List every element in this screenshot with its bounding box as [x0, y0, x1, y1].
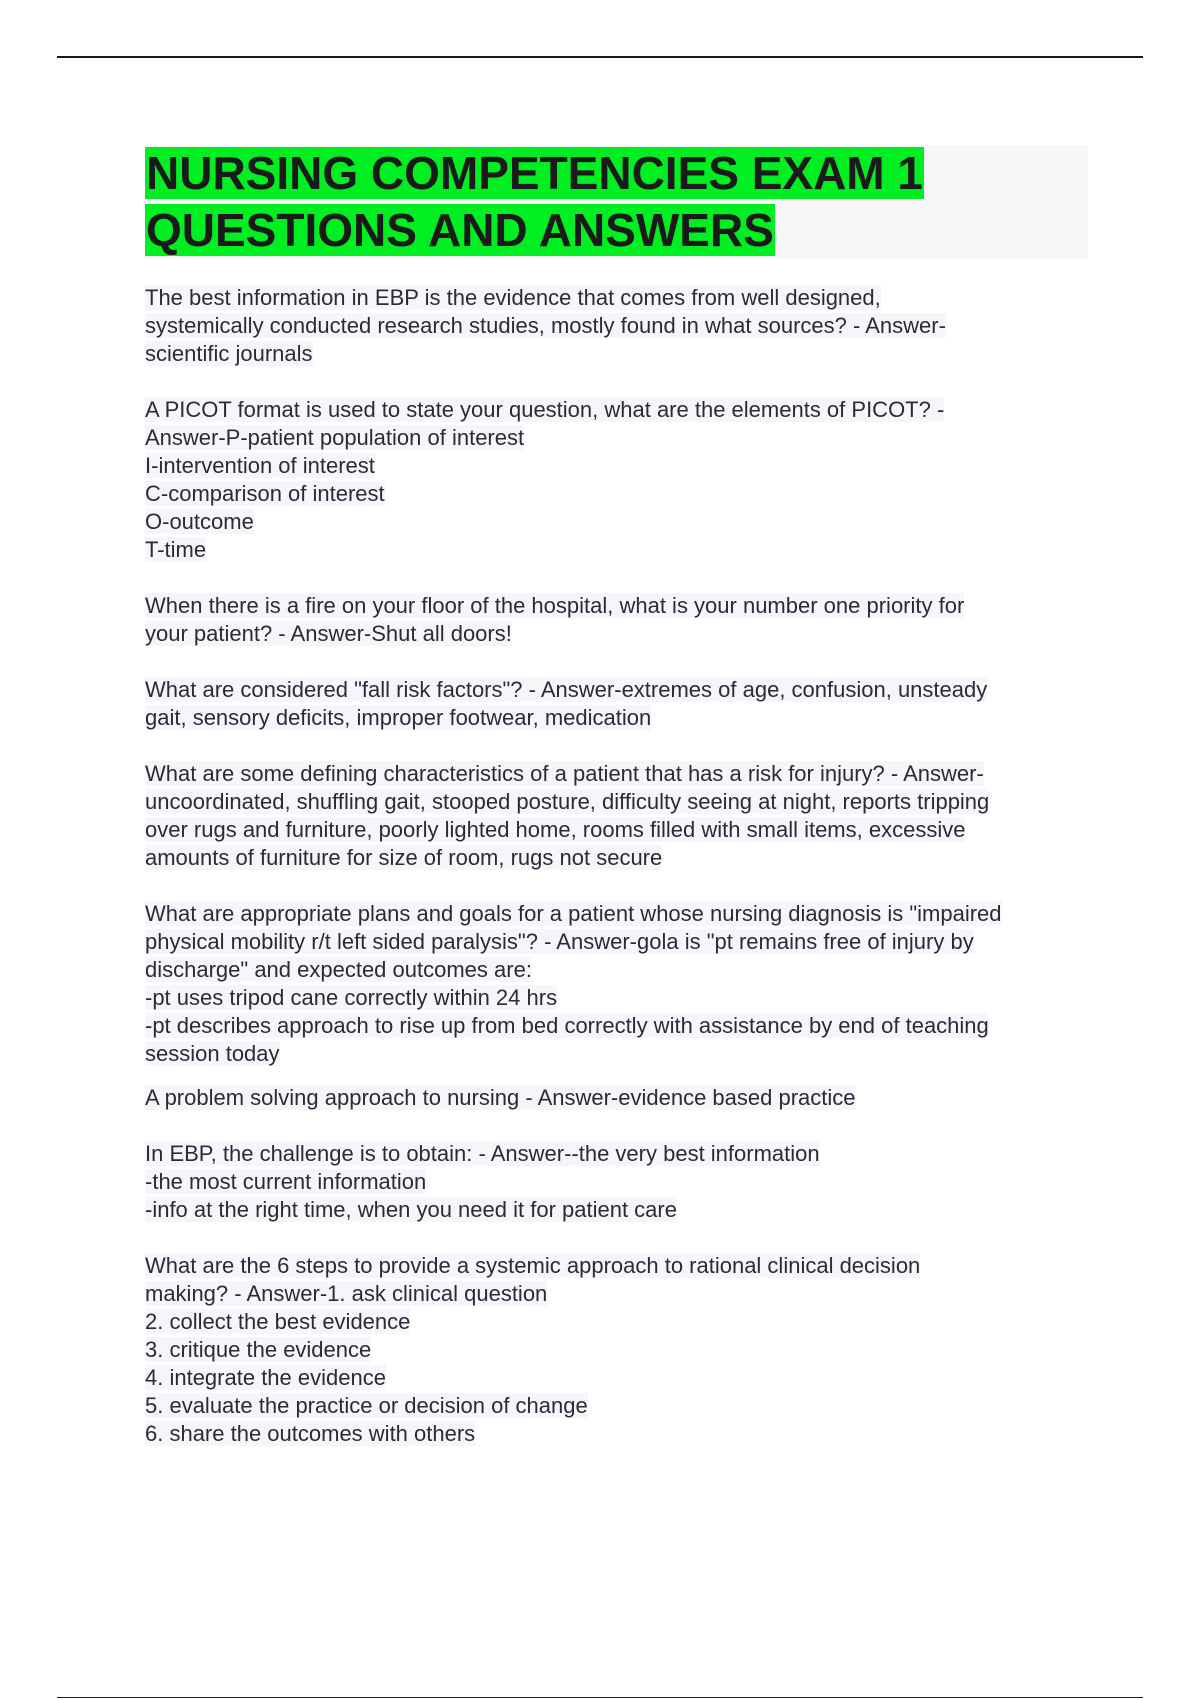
qa-line [145, 480, 1095, 508]
qa-line [145, 1168, 1095, 1196]
qa-line [145, 312, 1095, 340]
qa-line [145, 1308, 1095, 1336]
qa-line [145, 1040, 1095, 1068]
qa-content [145, 284, 1095, 1476]
title-line-2: QUESTIONS AND ANSWERS [146, 204, 774, 256]
qa-line-text: -info at the right time, when you need it for patient care [145, 1197, 677, 1222]
qa-line [145, 1392, 1095, 1420]
qa-line-text: systemically conducted research studies, mostly found in what sources? - Answer- [145, 313, 946, 338]
qa-block [145, 1140, 1095, 1224]
qa-line [145, 1196, 1095, 1224]
qa-line-text: making? - Answer-1. ask clinical question [145, 1281, 548, 1306]
qa-line [145, 452, 1095, 480]
qa-line-text: T-time [145, 537, 207, 562]
qa-line [145, 620, 1095, 648]
qa-line-text: In EBP, the challenge is to obtain: - Answer--the very best information [145, 1141, 820, 1166]
qa-line-text: 2. collect the best evidence [145, 1309, 411, 1334]
qa-line-text: uncoordinated, shuffling gait, stooped posture, difficulty seeing at night, reports tripping [145, 789, 990, 814]
qa-line [145, 1336, 1095, 1364]
qa-line [145, 284, 1095, 312]
qa-line-text: Answer-P-patient population of interest [145, 425, 525, 450]
qa-line [145, 928, 1095, 956]
qa-line [145, 508, 1095, 536]
qa-line-text: I-intervention of interest [145, 453, 375, 478]
qa-block [145, 396, 1095, 564]
qa-line-text: scientific journals [145, 341, 313, 366]
qa-block [145, 676, 1095, 732]
qa-block [145, 1252, 1095, 1448]
qa-line [145, 760, 1095, 788]
qa-line [145, 1280, 1095, 1308]
qa-line [145, 704, 1095, 732]
qa-line [145, 1084, 1095, 1112]
qa-line-text: session today [145, 1041, 280, 1066]
qa-line [145, 956, 1095, 984]
qa-line [145, 396, 1095, 424]
qa-line-text: C-comparison of interest [145, 481, 385, 506]
qa-line-text: amounts of furniture for size of room, rugs not secure [145, 845, 663, 870]
qa-line [145, 816, 1095, 844]
qa-line [145, 340, 1095, 368]
qa-line-text: O-outcome [145, 509, 254, 534]
title-block [145, 145, 1088, 259]
qa-line [145, 1012, 1095, 1040]
qa-line [145, 984, 1095, 1012]
qa-block [145, 760, 1095, 872]
qa-line-text: 4. integrate the evidence [145, 1365, 386, 1390]
qa-block [145, 900, 1095, 1068]
qa-line-text: over rugs and furniture, poorly lighted home, rooms filled with small items, excessive [145, 817, 966, 842]
qa-line-text: A problem solving approach to nursing - Answer-evidence based practice [145, 1085, 856, 1110]
document-title [145, 145, 1088, 259]
qa-line [145, 1420, 1095, 1448]
qa-line [145, 592, 1095, 620]
qa-line-text: discharge" and expected outcomes are: [145, 957, 532, 982]
qa-block [145, 1084, 1095, 1112]
qa-line-text: -the most current information [145, 1169, 427, 1194]
title-line-1: NURSING COMPETENCIES EXAM 1 [146, 147, 923, 199]
qa-line-text: -pt uses tripod cane correctly within 24 hrs [145, 985, 558, 1010]
qa-line [145, 1252, 1095, 1280]
qa-line-text: A PICOT format is used to state your question, what are the elements of PICOT? - [145, 397, 945, 422]
qa-line-text: When there is a fire on your floor of the hospital, what is your number one priority for [145, 593, 965, 618]
qa-block [145, 284, 1095, 368]
qa-line-text: 5. evaluate the practice or decision of change [145, 1393, 588, 1418]
qa-line-text: What are some defining characteristics of a patient that has a risk for injury? - Answer- [145, 761, 984, 786]
qa-block [145, 592, 1095, 648]
qa-line-text: your patient? - Answer-Shut all doors! [145, 621, 512, 646]
qa-line [145, 676, 1095, 704]
qa-line [145, 424, 1095, 452]
qa-line-text: -pt describes approach to rise up from bed correctly with assistance by end of teaching [145, 1013, 989, 1038]
qa-line [145, 900, 1095, 928]
qa-line-text: 3. critique the evidence [145, 1337, 372, 1362]
qa-line-text: 6. share the outcomes with others [145, 1421, 476, 1446]
qa-line [145, 536, 1095, 564]
top-rule [57, 56, 1143, 58]
qa-line [145, 1140, 1095, 1168]
qa-line-text: physical mobility r/t left sided paralysis"? - Answer-gola is "pt remains free of injury by [145, 929, 974, 954]
qa-line [145, 788, 1095, 816]
qa-line [145, 844, 1095, 872]
qa-line-text: What are considered "fall risk factors"? - Answer-extremes of age, confusion, unsteady [145, 677, 988, 702]
qa-line-text: gait, sensory deficits, improper footwear, medication [145, 705, 652, 730]
qa-line-text: The best information in EBP is the evidence that comes from well designed, [145, 285, 881, 310]
bottom-rule [57, 1697, 1143, 1698]
qa-line-text: What are appropriate plans and goals for a patient whose nursing diagnosis is "impaired [145, 901, 1002, 926]
qa-line [145, 1364, 1095, 1392]
qa-line-text: What are the 6 steps to provide a systemic approach to rational clinical decision [145, 1253, 921, 1278]
